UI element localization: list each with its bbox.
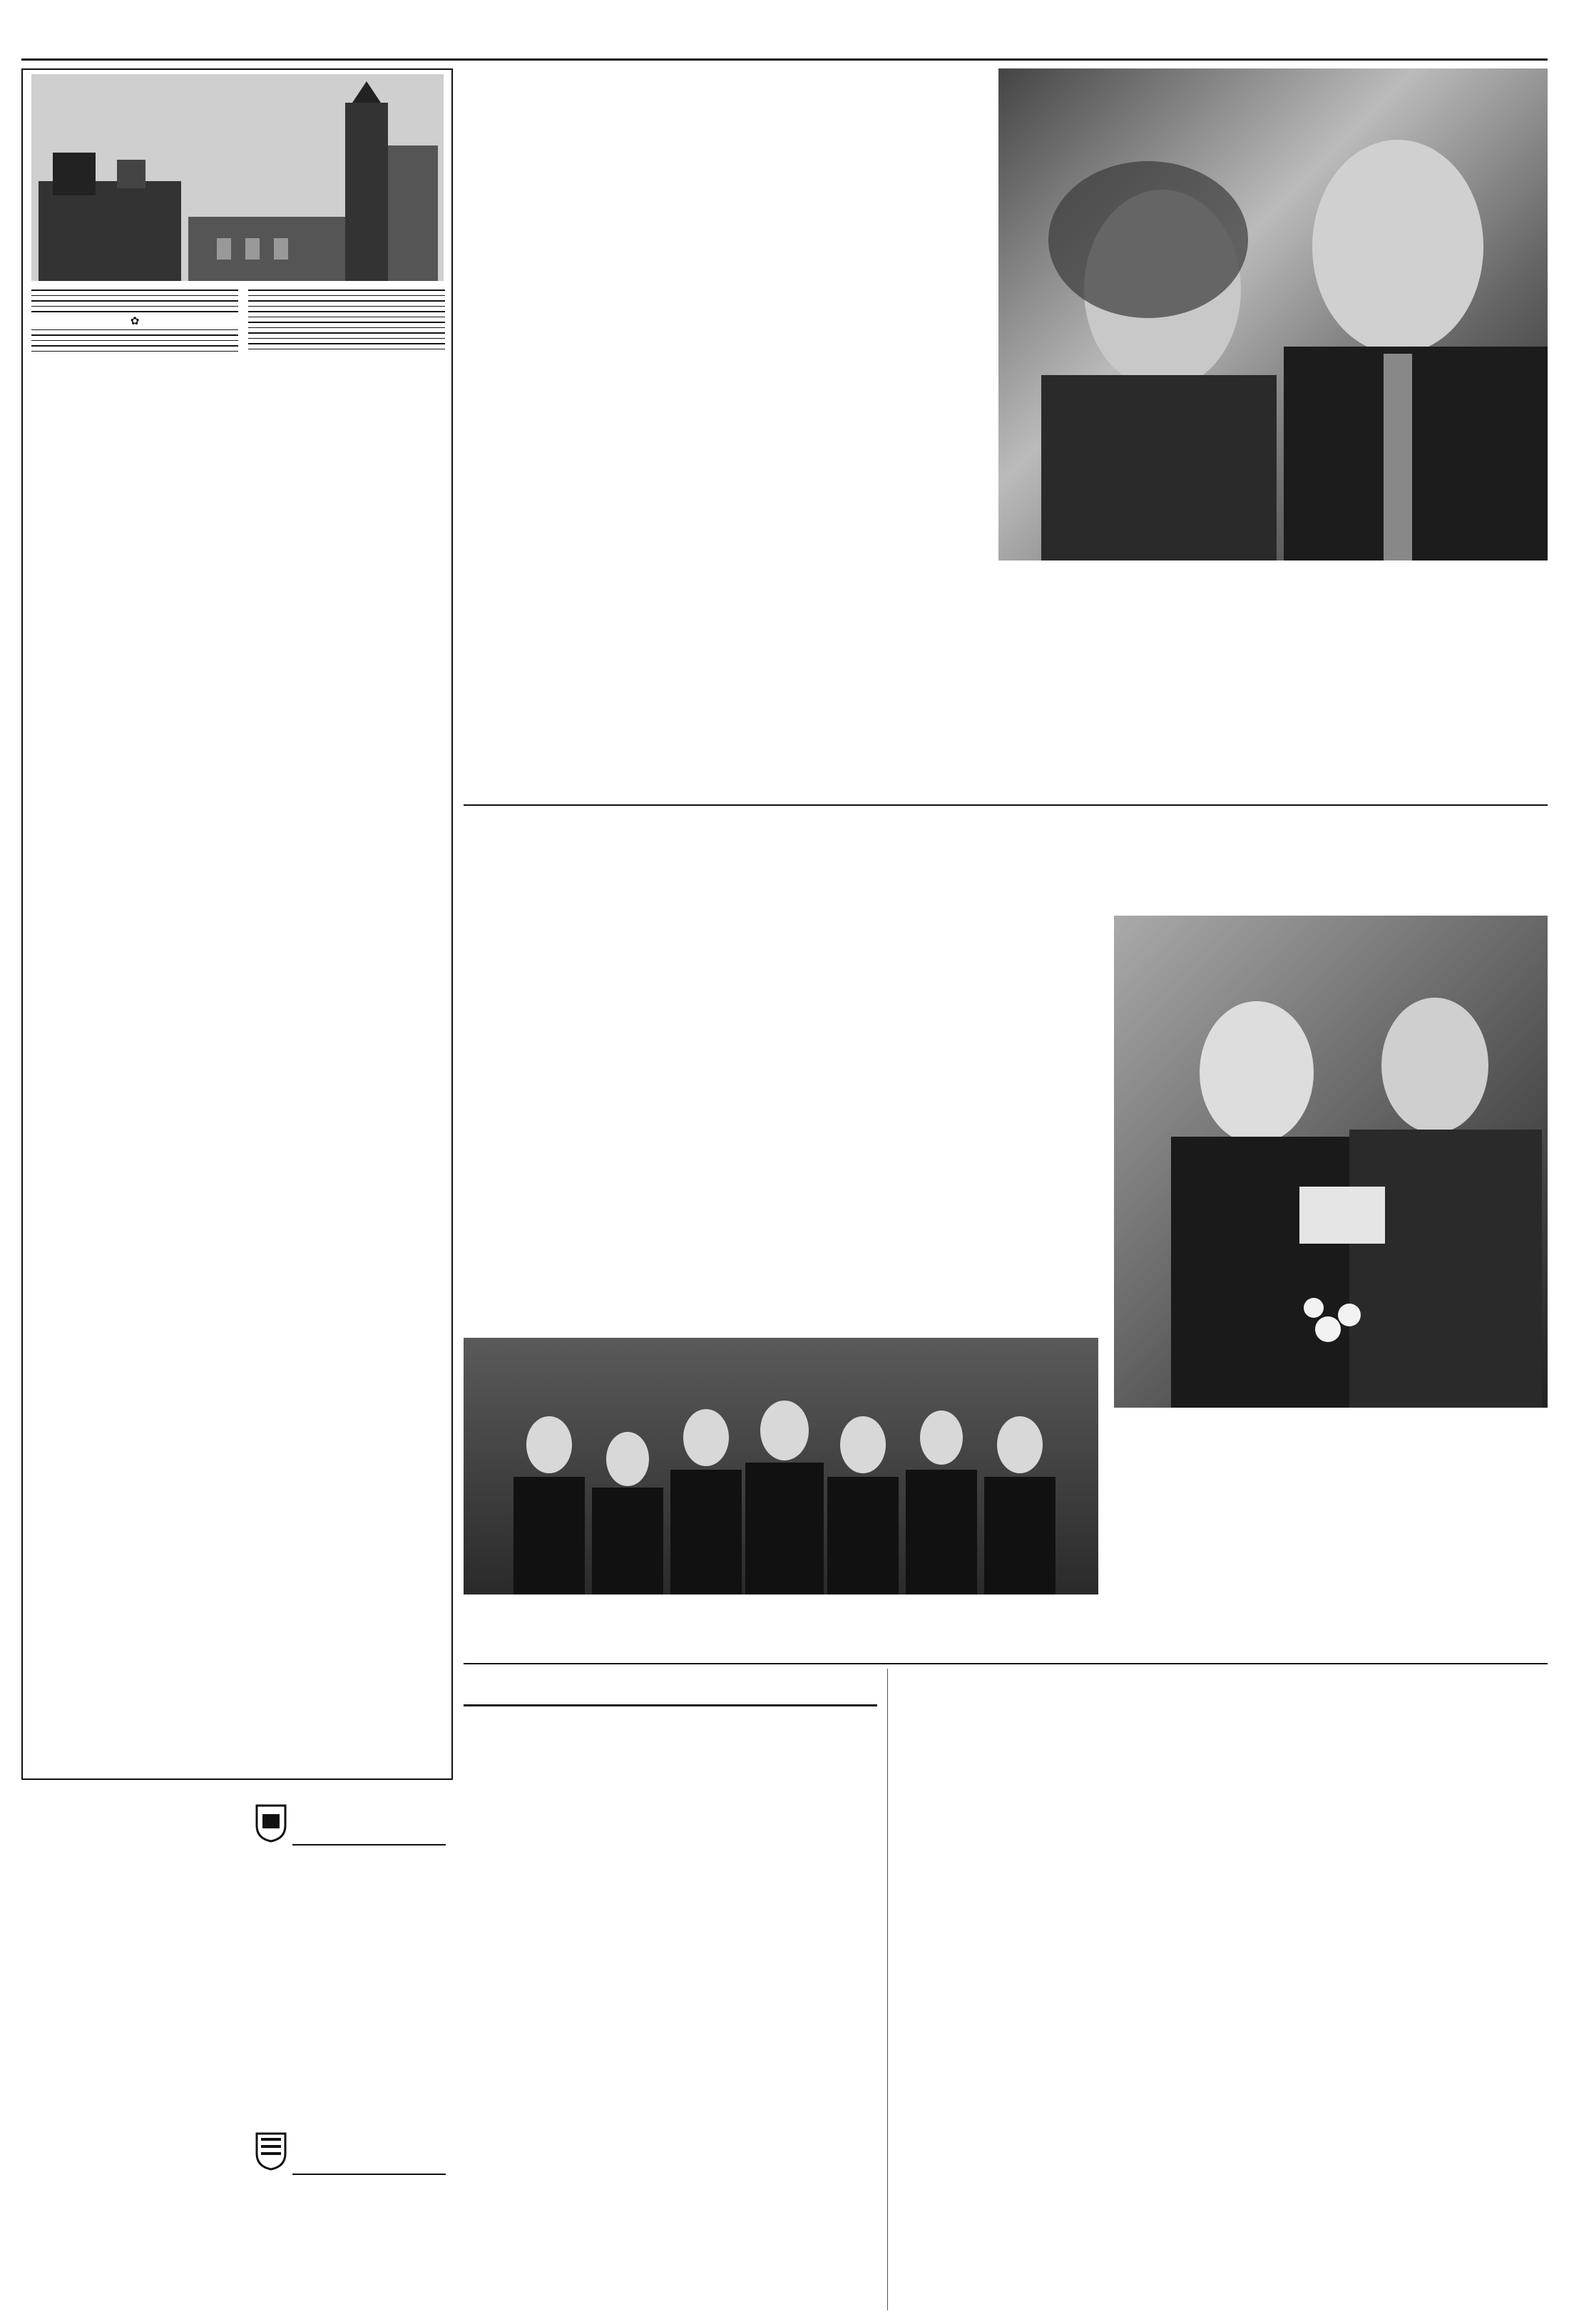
namenstage-heading <box>31 311 238 330</box>
fdp-body <box>464 1091 1105 1334</box>
elte-rule <box>292 1844 446 1846</box>
fdp-handover-image <box>1114 916 1548 1408</box>
himmel-heading <box>248 322 445 328</box>
kommentar-body <box>464 1790 877 2303</box>
dreierwalde-rule <box>292 2174 446 2175</box>
jugend-heading <box>31 345 238 352</box>
schnippe-photo-image <box>998 68 1548 560</box>
fdp-handover-photo <box>1114 916 1548 1408</box>
fdp-group-figures <box>464 1338 1098 1594</box>
elte-article <box>248 1854 445 1857</box>
schnippe-photo <box>998 68 1548 560</box>
sidebar-column-right <box>248 285 445 352</box>
masthead-rule <box>21 58 1548 61</box>
dreierwalde-article <box>248 2184 445 2186</box>
kanal-heading <box>248 300 445 307</box>
rheine-aktuell-header <box>31 74 444 281</box>
rufnummern-heading <box>31 300 238 307</box>
sidebar-column-left <box>31 285 238 354</box>
clover-icon: ✿ <box>130 315 140 327</box>
spruch-heading <box>248 343 445 349</box>
fdp-body-lower <box>1114 1450 1548 1653</box>
dreierwalde-crest-icon <box>255 2132 287 2171</box>
rheine-skyline-illustration <box>31 74 444 281</box>
geschaeftliches-section <box>31 1797 238 1811</box>
tipp-heading <box>31 290 238 296</box>
sonstiges-heading <box>248 290 445 296</box>
silvester-fdp-rule <box>464 804 1548 806</box>
kommentar-beitrag-divider <box>887 1669 888 2310</box>
verein-heading <box>31 334 238 341</box>
fdp-bottom-rule <box>464 1663 1548 1664</box>
beitrag-body <box>897 1749 1548 2312</box>
fdp-group-photo <box>464 1338 1098 1594</box>
bauern-heading <box>248 332 445 339</box>
elte-crest-icon <box>255 1804 287 1843</box>
bereitschaft-heading <box>248 311 445 317</box>
kommentar-label-rule <box>464 1704 877 1706</box>
fdp-lead <box>464 916 1105 1080</box>
